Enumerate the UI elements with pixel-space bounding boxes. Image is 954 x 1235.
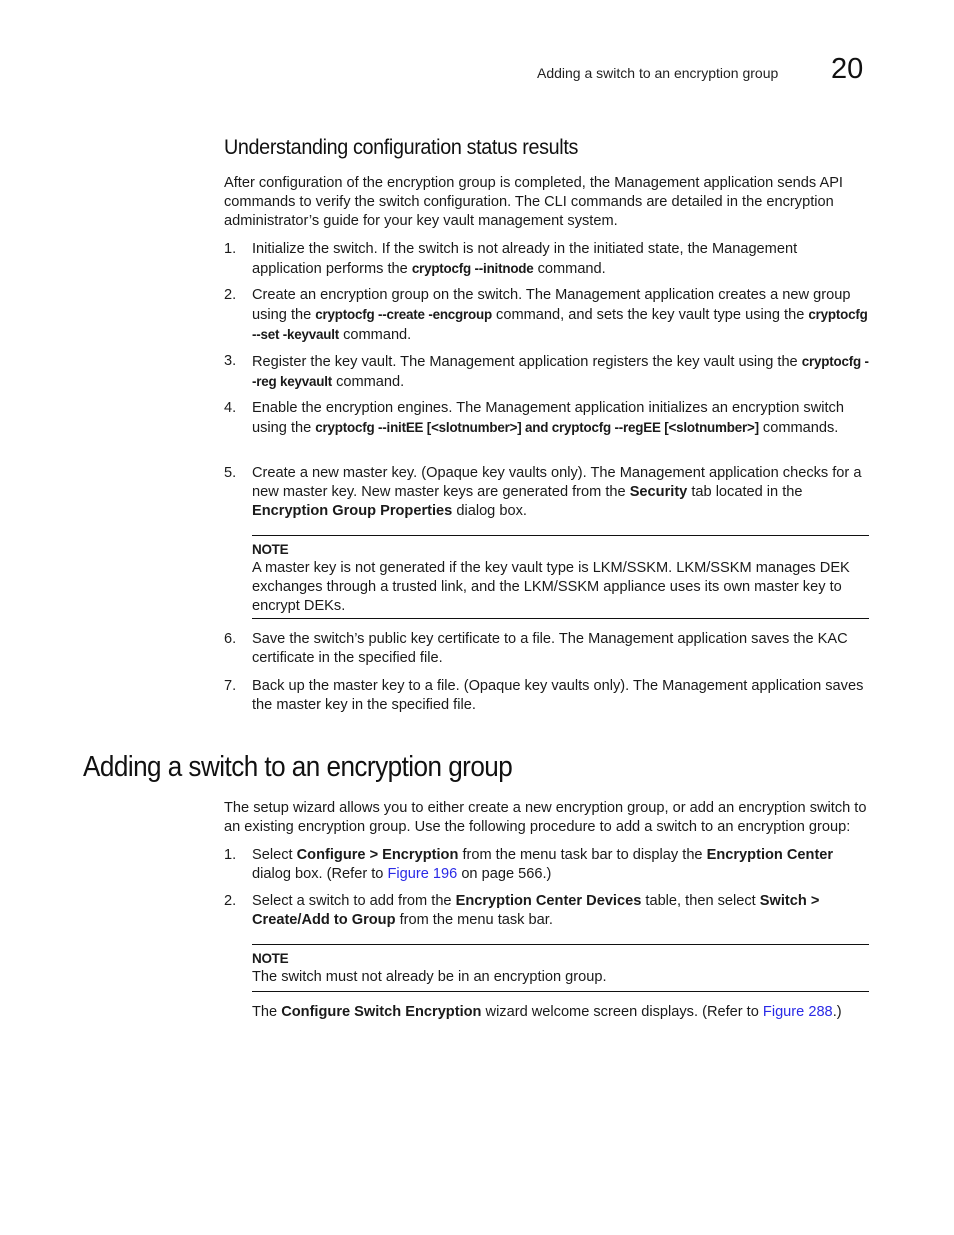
ui-label: Encryption Center — [706, 847, 834, 863]
note-label: NOTE — [252, 951, 289, 966]
chapter-number: 20 — [831, 53, 864, 85]
list-text: Select Configure > Encryption from the menu task bar to display the Encryption Center dialog box. (Refer to Figure 196 on page 566.) — [252, 847, 834, 882]
ui-label: Encryption Group Properties — [252, 503, 453, 519]
note-text: A master key is not generated if the key vault type is LKM/SSKM. LKM/SSKM manages DEK exchanges through a trusted link, and the LKM/SSKM appliance uses its own master key to encrypt DEKs. — [252, 560, 850, 614]
running-header-title: Adding a switch to an encryption group — [537, 65, 779, 81]
ui-label: Switch > Create/Add to Group — [252, 893, 820, 928]
list-number: 2. — [224, 287, 237, 303]
list-text: Register the key vault. The Management application registers the key vault using the cryptocfg --reg keyvault command. — [252, 354, 869, 390]
list-text: Create a new master key. (Opaque key vaults only). The Management application checks for a new master key. New master keys are generated from the Security tab located in the Encryption Group Properties dialog box. — [252, 465, 862, 519]
list-text: Save the switch’s public key certificate to a file. The Management application saves the KAC certificate in the specified file. — [252, 631, 848, 666]
command-text: cryptocfg --initEE [<slotnumber>] and cryptocfg --regEE [<slotnumber>] — [315, 420, 759, 435]
list-number: 2. — [224, 893, 237, 909]
note-text: The switch must not already be in an encryption group. — [252, 969, 607, 985]
ui-label: Encryption Center Devices — [455, 893, 642, 909]
list-text: Create an encryption group on the switch. The Management application creates a new group using the cryptocfg --create -encgroup command, and sets the key vault type using the cryptocfg --set -keyvault command. — [252, 287, 868, 343]
section-intro: After configuration of the encryption group is completed, the Management application sends API commands to verify the switch configuration. The CLI commands are detailed in the encryption administrator’s guide for your key vault management system. — [224, 175, 843, 229]
ui-label: Security — [629, 484, 688, 500]
list-number: 4. — [224, 400, 237, 416]
figure-196-link[interactable]: Figure 196 — [387, 866, 458, 882]
list-text: Initialize the switch. If the switch is not already in the initiated state, the Management application performs the cryptocfg --initnode command. — [252, 241, 798, 277]
list-number: 3. — [224, 353, 237, 369]
figure-288-link[interactable]: Figure 288 — [762, 1004, 833, 1020]
list-text: Back up the master key to a file. (Opaque key vaults only). The Management application saves the master key in the specified file. — [252, 678, 864, 713]
command-text: cryptocfg --initnode — [411, 261, 534, 276]
chapter-section-heading: Adding a switch to an encryption group — [83, 751, 513, 783]
note-box — [252, 944, 869, 992]
ui-label: Configure > Encryption — [296, 847, 459, 863]
command-text: cryptocfg --create -encgroup — [315, 307, 492, 322]
note-label: NOTE — [252, 542, 289, 557]
command-text: cryptocfg --reg keyvault — [252, 354, 869, 389]
note-box — [252, 535, 869, 619]
list-text: Select a switch to add from the Encryption Center Devices table, then select Switch > Create/Add to Group from the menu task bar. — [252, 893, 820, 928]
ui-label: Configure Switch Encryption — [281, 1004, 482, 1020]
result-text: The Configure Switch Encryption wizard welcome screen displays. (Refer to Figure 288.) — [252, 1004, 842, 1020]
command-text: cryptocfg --set -keyvault — [252, 307, 868, 342]
list-number: 7. — [224, 678, 237, 694]
list-number: 1. — [224, 241, 237, 257]
list-number: 1. — [224, 847, 237, 863]
section-heading: Understanding configuration status results — [224, 135, 578, 159]
list-number: 6. — [224, 631, 237, 647]
list-text: Enable the encryption engines. The Management application initializes an encryption switch using the cryptocfg --initEE [<slotnumber>] and cryptocfg --regEE [<slotnumber>] commands. — [252, 400, 844, 436]
list-number: 5. — [224, 465, 237, 481]
section-intro: The setup wizard allows you to either create a new encryption group, or add an encryption switch to an existing encryption group. Use the following procedure to add a switch to an encryption group: — [224, 800, 867, 835]
